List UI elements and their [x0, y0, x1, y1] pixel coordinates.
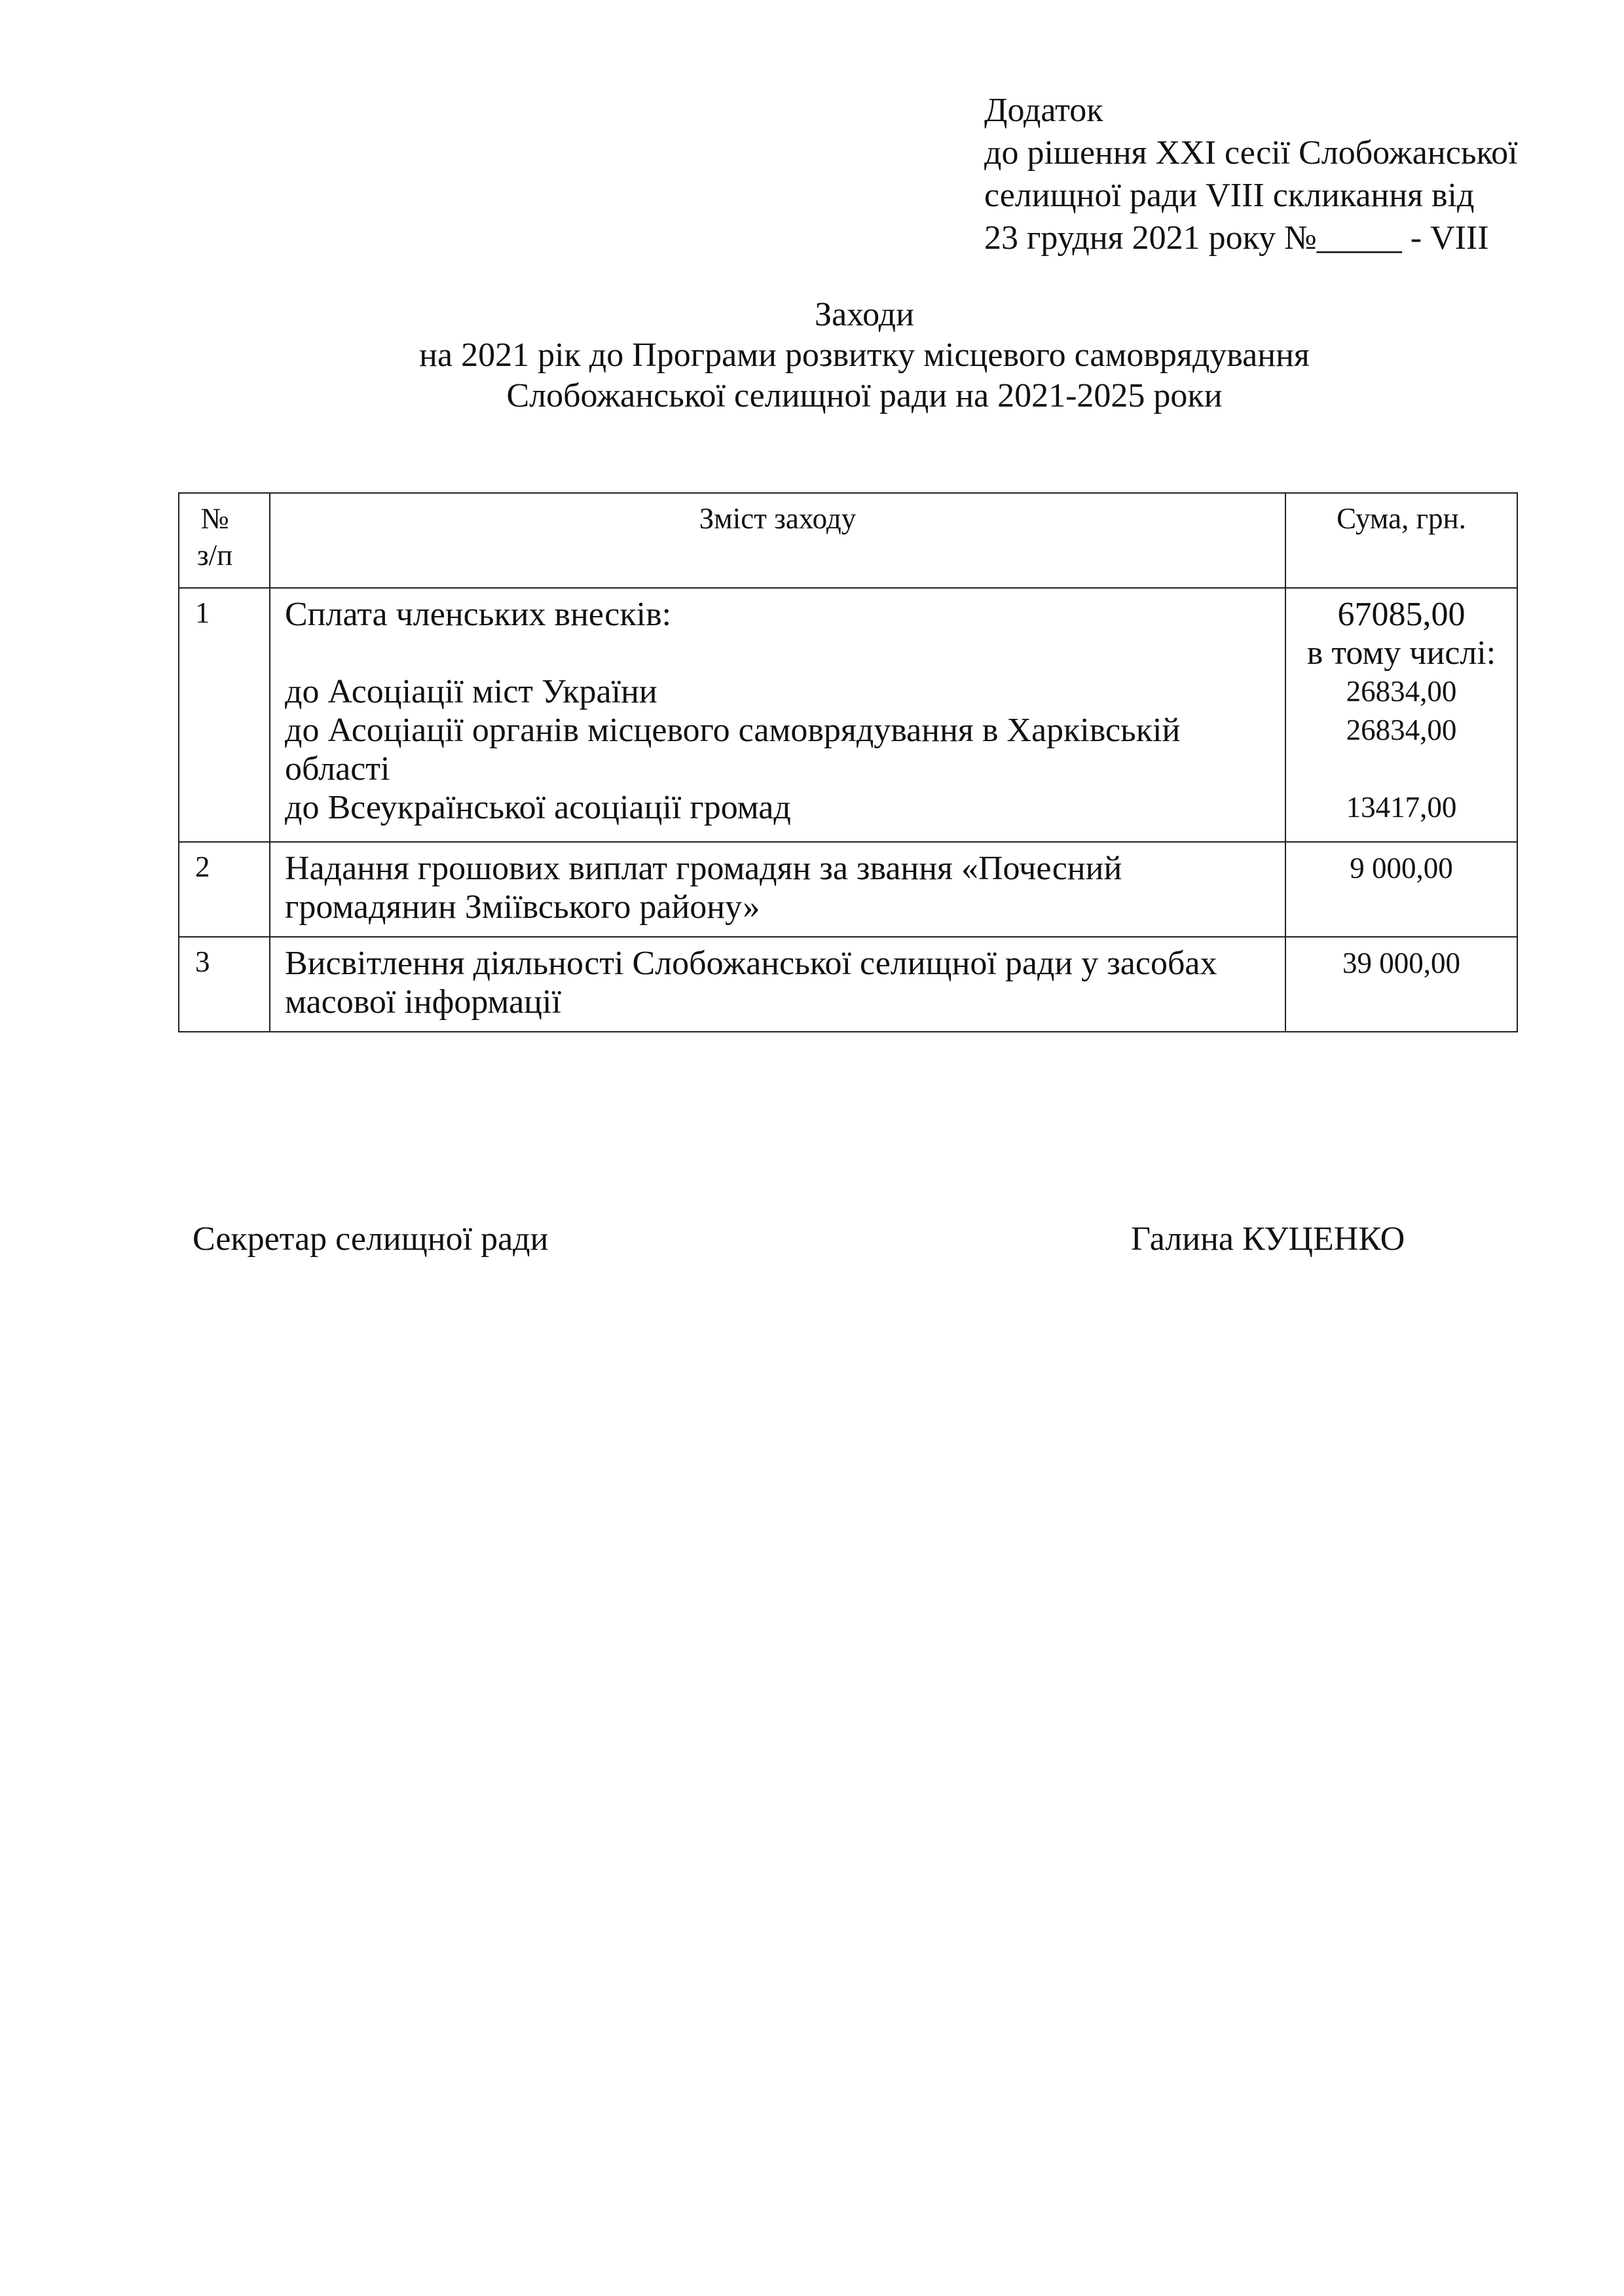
row-content	[270, 588, 1285, 842]
row-sum: 9 000,00	[1285, 842, 1517, 937]
table-header-row	[179, 493, 1517, 588]
sum-part: 26834,00	[1346, 675, 1457, 708]
header-sum: Сума, грн.	[1285, 493, 1517, 588]
annex-line-3: селищної ради VIII скликання від	[984, 177, 1475, 214]
table-row	[179, 588, 1517, 842]
sum-total: 67085,00	[1337, 596, 1466, 633]
content-line: до Всеукраїнської асоціації громад	[285, 789, 791, 826]
title-line-2: на 2021 рік до Програми розвитку місцевого самоврядування	[419, 337, 1310, 374]
row-content: Надання грошових виплат громадян за звання «Почесний громадянин Зміївського району»	[270, 842, 1285, 937]
annex-line-4: 23 грудня 2021 року №_____ - VIII	[984, 219, 1489, 257]
annex-line-1: Додаток	[984, 92, 1103, 129]
sum-spacer	[1286, 750, 1517, 788]
header-num	[179, 493, 270, 588]
sum-part: 26834,00	[1346, 714, 1457, 746]
table-row	[179, 937, 1517, 1032]
signature-position: Секретар селищної ради	[193, 1220, 549, 1258]
content-line: до Асоціації міст України	[285, 673, 657, 710]
measures-table	[178, 492, 1518, 1032]
row-sum	[1285, 588, 1517, 842]
header-content: Зміст заходу	[270, 493, 1285, 588]
content-line-blank	[285, 634, 1272, 672]
annex-block	[984, 89, 1518, 259]
content-line: до Асоціації органів місцевого самоврядування в Харківській області	[285, 712, 1181, 788]
row-sum: 39 000,00	[1285, 937, 1517, 1032]
title-line-1: Заходи	[815, 296, 914, 333]
row-number: 1	[179, 588, 270, 842]
row-number: 2	[179, 842, 270, 937]
signature-name: Галина КУЦЕНКО	[1131, 1220, 1405, 1258]
annex-line-2: до рішення XXI сесії Слобожанської	[984, 134, 1518, 172]
sum-part: 13417,00	[1346, 791, 1457, 824]
document-title	[0, 295, 1624, 416]
row-number: 3	[179, 937, 270, 1032]
title-line-3: Слобожанської селищної ради на 2021-2025 роки	[506, 377, 1223, 414]
sum-note: в тому числі:	[1306, 634, 1496, 672]
table-row	[179, 842, 1517, 937]
row-content: Висвітлення діяльності Слобожанської селищної ради у засобах масової інформації	[270, 937, 1285, 1032]
header-num-text: № з/п	[196, 502, 233, 572]
content-line: Сплата членських внесків:	[285, 596, 672, 633]
